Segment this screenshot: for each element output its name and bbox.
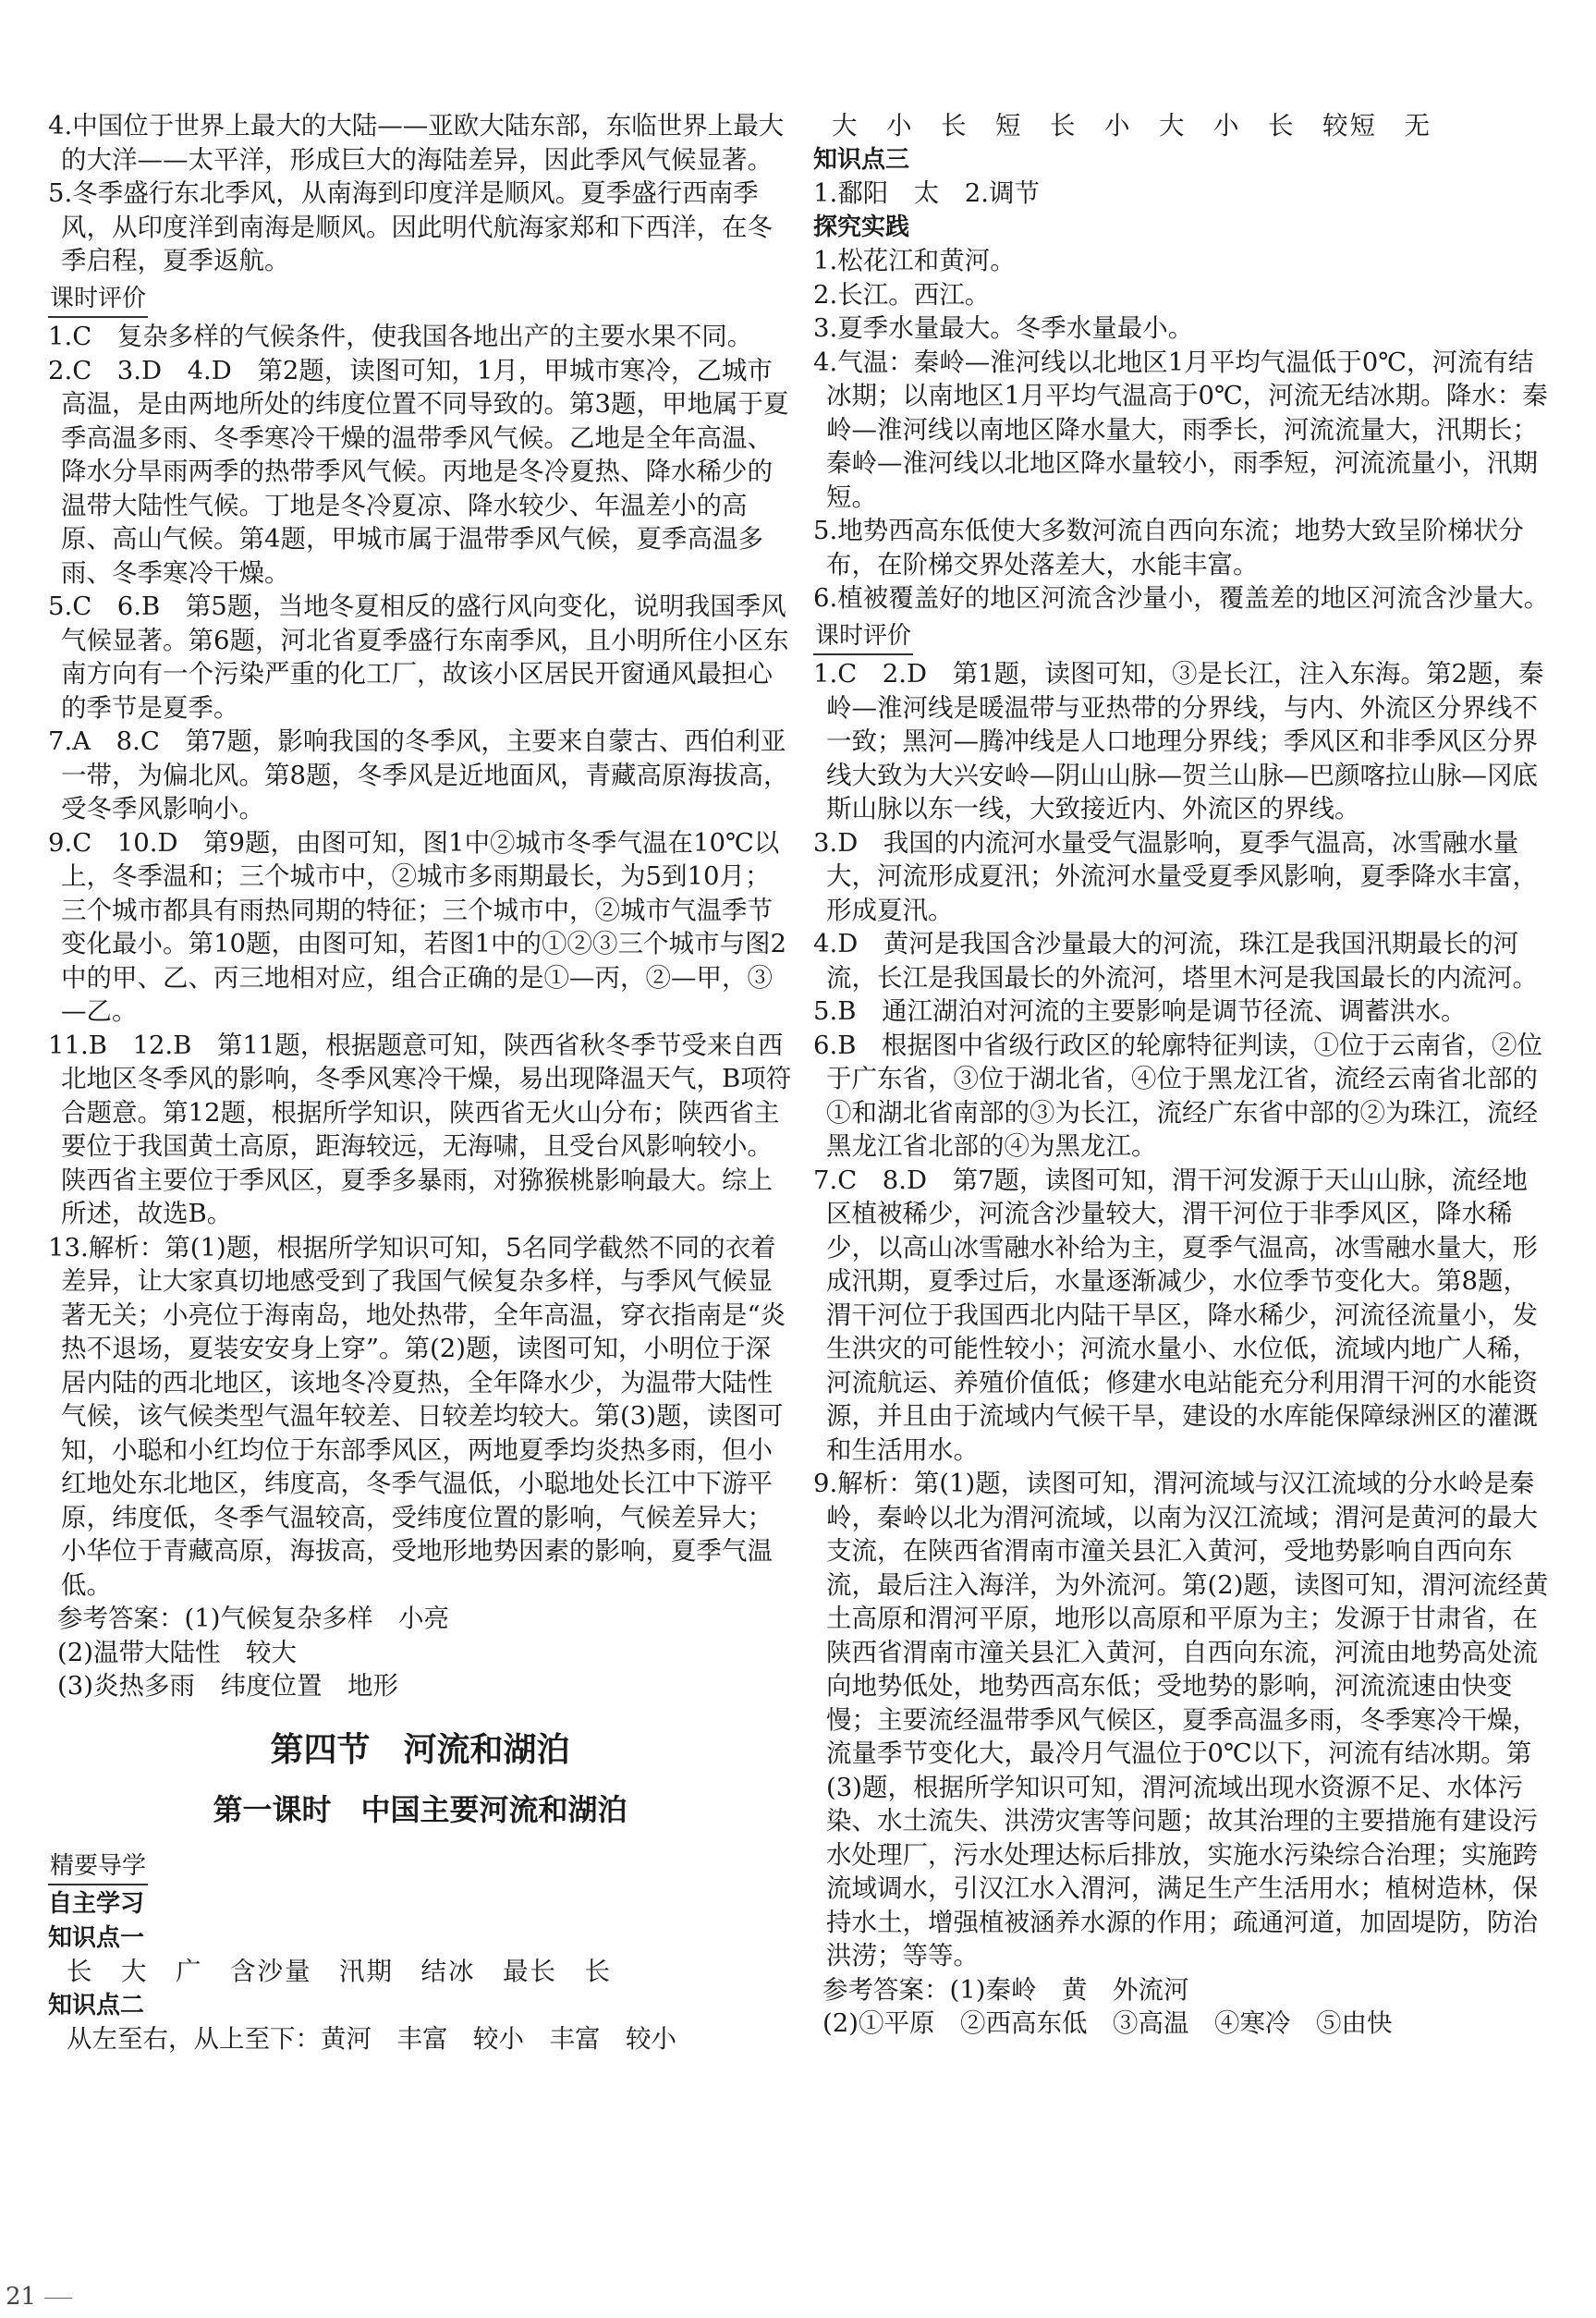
section-title: 第四节 河流和湖泊 xyxy=(270,1730,570,1769)
answer-item: 11.B 12.B 第11题，根据题意可知，陕西省秋冬季节受来自西北地区冬季风的影响，冬季风寒冷干燥，易出现降温天气，B项符合题意。第12题，根据所学知识，陕西省无火山分布；陕西省主要位于我国黄土高原，距海较远，无海啸，且受台风影响较小。陕西省主要位于季风区，夏季多暴雨，对猕猴桃影响最大。综上所述，故选B。 xyxy=(48,1030,792,1228)
right-column xyxy=(813,109,1553,2041)
reference-answer: (3)炎热多雨 纬度位置 地形 xyxy=(57,1671,398,1701)
answer-item: 3.夏季水量最大。冬季水量最小。 xyxy=(813,313,1194,343)
page-number: 21 xyxy=(6,2283,37,2311)
answer-item: 9.C 10.D 第9题，由图可知，图1中②城市冬季气温在10℃以上，冬季温和；三个城市中，②城市多雨期最长，为5到10月；三个城市都具有雨热同期的特征；三个城市中，②城市气温季节变化最小。第10题，由图可知，若图1中的①②③三个城市与图2中的甲、乙、丙三地相对应，组合正确的是①—丙，②—甲，③—乙。 xyxy=(48,827,786,1026)
answer-item: 13.解析：第(1)题，根据所学知识可知，5名同学截然不同的衣着差异，让大家真切地感受到了我国气候复杂多样，与季风气候显著无关；小亮位于海南岛，地处热带，全年高温，穿衣指南是“炎热不退场，夏装安安身上穿”。第(2)题，读图可知，小明位于深居内陆的西北地区，该地冬冷夏热，全年降水少，为温带大陆性气候，该气候类型气温年较差、日较差均较大。第(3)题，读图可知，小聪和小红均位于东部季风区，两地夏季均炎热多雨，但小红地处东北地区，纬度高，冬季气温低，小聪地处长江中下游平原，纬度低，冬季气温较高，受纬度位置的影响，气候差异大；小华位于青藏高原，海拔高，受地形地势因素的影响，夏季气温低。 xyxy=(48,1232,786,1600)
paragraph: 5.冬季盛行东北季风，从南海到印度洋是顺风。夏季盛行西南季风，从印度洋到南海是顺风。因此明代航海家郑和下西洋，在冬季启程，夏季返航。 xyxy=(48,178,773,275)
answer-item: 5.B 通江湖泊对河流的主要影响是调节径流、调蓄洪水。 xyxy=(813,996,1467,1026)
answer-item: 2.长江。西江。 xyxy=(813,279,991,310)
knowledge-answers: 1.鄱阳 太 2.调节 xyxy=(813,178,1040,208)
left-column xyxy=(48,109,792,2056)
answer-item: 4.气温：秦岭—淮河线以北地区1月平均气温低于0℃，河流有结冰期；以南地区1月平均气温高于0℃，河流无结冰期。降水：秦岭—淮河线以南地区降水量大，雨季长，河流流量大，汛期长；秦岭—淮河线以北地区降水量较小，雨季短，河流流量小，汛期短。 xyxy=(813,347,1548,512)
lesson-evaluation-label: 课时评价 xyxy=(813,619,913,656)
answer-item: 2.C 3.D 4.D 第2题，读图可知，1月，甲城市寒冷，乙城市高温，是由两地所处的纬度位置不同导致的。第3题，甲地属于夏季高温多雨、冬季寒冷干燥的温带季风气候。乙地是全年高温、降水分旱雨两季的热带季风气候。丙地是冬冷夏热、降水稀少的温带大陆性气候。丁地是冬冷夏凉、降水较少、年温差小的高原、高山气候。第4题，甲城市属于温带季风气候，夏季高温多雨、冬季寒冷干燥。 xyxy=(48,355,789,588)
paragraph: 4.中国位于世界上最大的大陆——亚欧大陆东部，东临世界上最大的大洋——太平洋，形成巨大的海陆差异，因此季风气候显著。 xyxy=(48,111,785,175)
answer-item: 6.B 根据图中省级行政区的轮廓特征判读，①位于云南省，②位于广东省，③位于湖北省，④位于黑龙江省，流经云南省北部的①和湖北省南部的③为长江，流经广东省中部的②为珠江，流经黑龙江省北部的④为黑龙江。 xyxy=(813,1030,1542,1161)
answer-item: 1.C 复杂多样的气候条件，使我国各地出产的主要水果不同。 xyxy=(48,322,753,351)
answer-item: 7.C 8.D 第7题，读图可知，渭干河发源于天山山脉，流经地区植被稀少，河流含沙量较大，渭干河位于非季风区，降水稀少，以高山冰雪融水补给为主，夏季气温高，冰雪融水量大，形成汛期，夏季过后，水量逐渐减少，水位季节变化大。第8题，渭干河位于我国西北内陆干旱区，降水稀少，河流径流量小，发生洪灾的可能性较小；河流水量小、水位低，流域内地广人稀，河流航运、养殖价值低；修建水电站能充分利用渭干河的水能资源，并且由于流域内气候干旱，建设的水库能保障绿洲区的灌溉和生活用水。 xyxy=(813,1165,1538,1465)
knowledge-point-label: 知识点三 xyxy=(813,145,910,174)
answer-item: 1.松花江和黄河。 xyxy=(813,246,1016,275)
page-number-rule xyxy=(44,2298,72,2299)
answer-item: 5.C 6.B 第5题，当地冬夏相反的盛行风向变化，说明我国季风气候显著。第6题，河北省夏季盛行东南季风，且小明所住小区东南方向有一个污染严重的化工厂，故该小区居民开窗通风最担心的季节是夏季。 xyxy=(48,592,789,723)
lesson-evaluation-label: 课时评价 xyxy=(48,282,148,319)
reference-answer: 参考答案：(1)气候复杂多样 小亮 xyxy=(57,1604,449,1633)
answer-item: 6.植被覆盖好的地区河流含沙量小，覆盖差的地区河流含沙量大。 xyxy=(813,583,1550,613)
reference-answer: 参考答案：(1)秦岭 黄 外流河 xyxy=(822,1974,1189,2005)
knowledge-point-label: 知识点二 xyxy=(48,1991,145,2019)
answer-item: 7.A 8.C 第7题，影响我国的冬季风，主要来自蒙古、西伯利亚一带，为偏北风。第8题，冬季风是近地面风，青藏高原海拔高，受冬季风影响小。 xyxy=(48,726,789,824)
guide-label: 精要导学 xyxy=(48,1849,148,1886)
explore-practice-label: 探究实践 xyxy=(813,213,910,241)
answer-item: 5.地势西高东低使大多数河流自西向东流；地势大致呈阶梯状分布，在阶梯交界处落差大，水能丰富。 xyxy=(813,516,1524,580)
answer-item: 4.D 黄河是我国含沙量最大的河流，珠江是我国汛期最长的河流，长江是我国最长的外流河，塔里木河是我国最长的内流河。 xyxy=(813,929,1538,993)
self-study-label: 自主学习 xyxy=(48,1890,145,1918)
knowledge-answers: 长 大 广 含沙量 汛期 结冰 最长 长 xyxy=(67,1957,612,1986)
reference-answer: (2)温带大陆性 较大 xyxy=(57,1637,297,1667)
answer-item: 3.D 我国的内流河水量受气温影响，夏季气温高，冰雪融水量大，河流形成夏汛；外流河水量受夏季风影响，夏季降水丰富，形成夏汛。 xyxy=(813,827,1538,925)
lesson-title: 第一课时 中国主要河流和湖泊 xyxy=(213,1791,627,1827)
answer-item: 1.C 2.D 第1题，读图可知，③是长江，注入东海。第2题，秦岭—淮河线是暖温带与亚热带的分界线，与内、外流区分界线不一致；黑河—腾冲线是人口地理分界线；季风区和非季风区分界线大致为大兴安岭—阴山山脉—贺兰山脉—巴颜喀拉山脉—冈底斯山脉以东一线，大致接近内、外流区的界线。 xyxy=(813,659,1544,824)
knowledge-answers: 从左至右，从上至下：黄河 丰富 较小 丰富 较小 xyxy=(67,2024,676,2054)
knowledge-point-label: 知识点一 xyxy=(48,1923,145,1952)
reference-answer: (2)①平原 ②西高东低 ③高温 ④寒冷 ⑤由快 xyxy=(822,2008,1393,2038)
answer-item: 9.解析：第(1)题，读图可知，渭河流域与汉江流域的分水岭是秦岭，秦岭以北为渭河流域，以南为汉江流域；渭河是黄河的最大支流，在陕西省渭南市潼关县汇入黄河，受地势影响自西向东流，最后注入海洋，为外流河。第(2)题，读图可知，渭河流经黄土高原和渭河平原，地形以高原和平原为主；发源于甘肃省，在陕西省渭南市潼关县汇入黄河，自西向东流，河流由地势高处流向地势低处，地势西高东低；受地势的影响，河流流速由快变慢；主要流经温带季风气候区，夏季高温多雨，冬季寒冷干燥，流量季节变化大，最冷月气温位于0℃以下，河流有结冰期。第(3)题，根据所学知识可知，渭河流域出现水资源不足、水体污染、水土流失、洪涝灾害等问题；故其治理的主要措施有建设污水处理厂，污水处理达标后排放，实施水污染综合治理；实施跨流域调水，引汉江水入渭河，满足生产生活用水；植树造林，保持水土，增强植被涵养水源的作用；疏通河道，加固堤防，防治洪涝；等等。 xyxy=(813,1469,1549,1970)
knowledge-answers: 大 小 长 短 长 小 大 小 长 较短 无 xyxy=(832,111,1432,140)
